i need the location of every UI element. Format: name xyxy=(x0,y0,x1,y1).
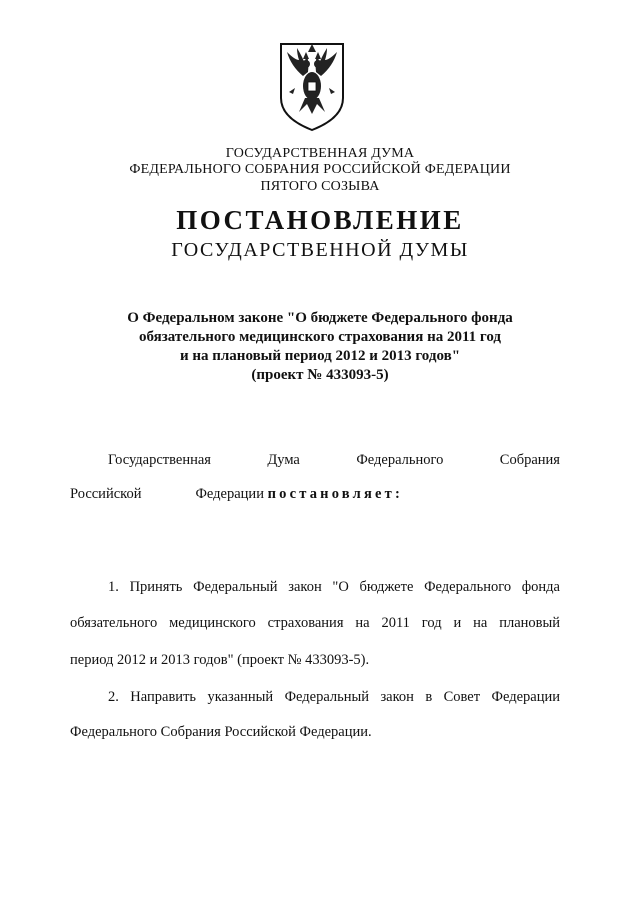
resolves-word: постановляет: xyxy=(267,486,404,502)
preamble-word: Государственная xyxy=(108,452,211,468)
russian-coat-of-arms-icon xyxy=(277,40,347,132)
preamble-line-2 xyxy=(70,484,560,504)
about-line-1: О Федеральном законе "О бюджете Федерального фонда xyxy=(127,310,513,326)
header-line-2: ФЕДЕРАЛЬНОГО СОБРАНИЯ РОССИЙСКОЙ ФЕДЕРАЦИИ xyxy=(129,162,511,177)
preamble-word: Федерации xyxy=(195,486,264,502)
item-1-line-3: период 2012 и 2013 годов" (проект № 433093-5). xyxy=(70,652,370,668)
preamble-line-1 xyxy=(108,450,560,470)
preamble-word: Российской xyxy=(70,486,142,502)
item-2-line-2: Федерального Собрания Российской Федерации. xyxy=(70,724,372,740)
item-2-line-1: 2. Направить указанный Федеральный закон в Совет Федерации xyxy=(108,689,560,705)
about-line-2: обязательного медицинского страхования на 2011 год xyxy=(139,329,501,345)
about-line-3: и на плановый период 2012 и 2013 годов" xyxy=(179,348,461,364)
item-1-line-2: обязательного медицинского страхования на 2011 год и на плановый xyxy=(70,615,560,631)
document-title: ПОСТАНОВЛЕНИЕ xyxy=(176,205,464,235)
header-line-1: ГОСУДАРСТВЕННАЯ ДУМА xyxy=(225,146,415,161)
preamble-word: Собрания xyxy=(499,452,560,468)
header-line-3: ПЯТОГО СОЗЫВА xyxy=(260,179,380,194)
preamble-word: Федерального xyxy=(356,452,444,468)
preamble-word: Дума xyxy=(267,452,300,468)
document-subtitle: ГОСУДАРСТВЕННОЙ ДУМЫ xyxy=(171,239,469,261)
about-line-4: (проект № 433093-5) xyxy=(251,367,389,383)
item-1-line-1: 1. Принять Федеральный закон "О бюджете Федерального фонда xyxy=(108,579,560,595)
